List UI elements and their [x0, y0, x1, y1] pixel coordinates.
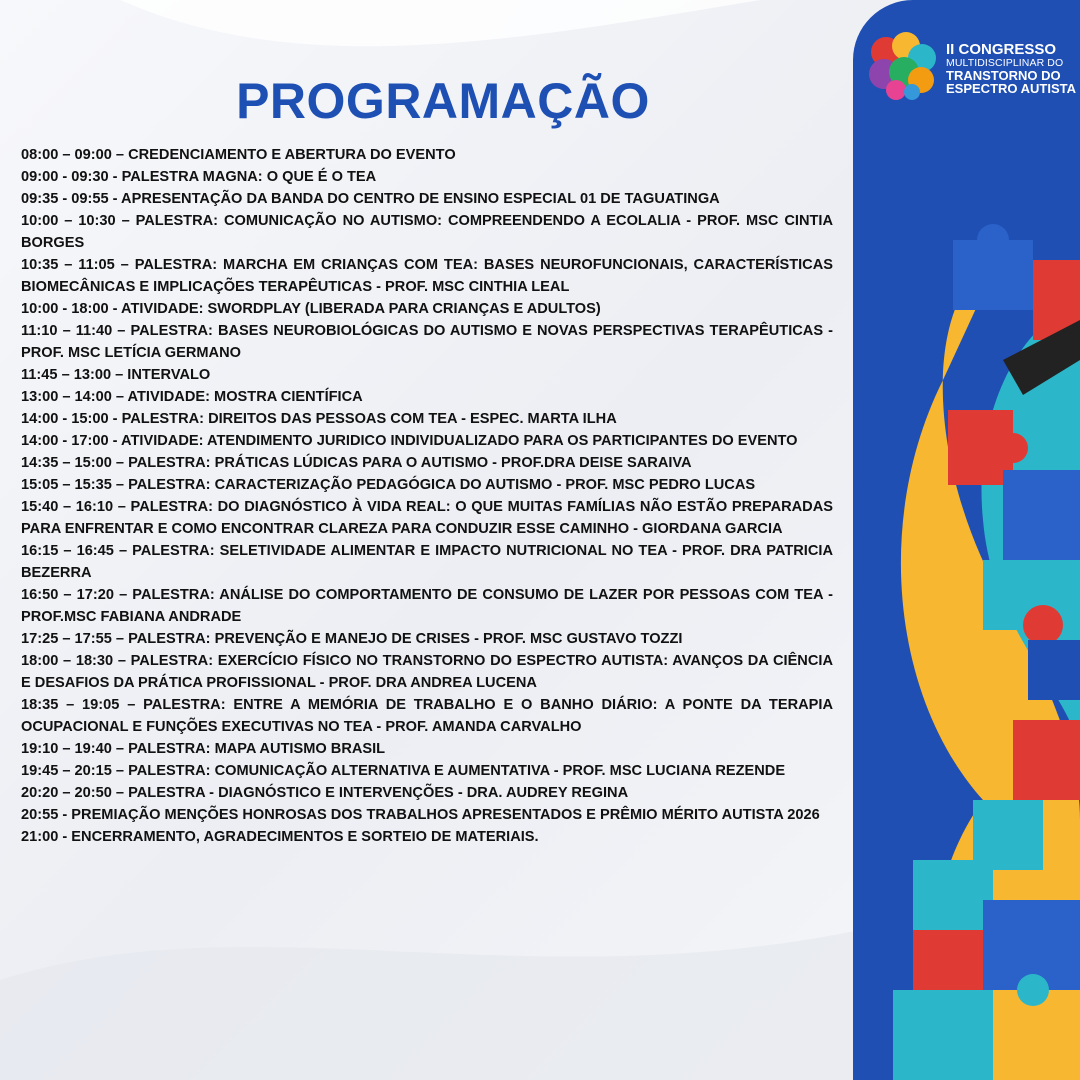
congress-logo — [866, 30, 1080, 110]
schedule-item: 16:50 – 17:20 – PALESTRA: ANÁLISE DO COMPORTAMENTO DE CONSUMO DE LAZER POR PESSOAS COM TEA - PROF.MSC FABIANA ANDRADE — [21, 587, 833, 625]
schedule-item: 15:40 – 16:10 – PALESTRA: DO DIAGNÓSTICO À VIDA REAL: O QUE MUITAS FAMÍLIAS NÃO ESTÃO PREPARADAS PARA ENFRENTAR E COMO ENCONTRAR CLAREZA PARA CONDUZIR ESSE CAMINHO - GIORDANA GARCIA — [21, 499, 833, 537]
schedule-item: 19:45 – 20:15 – PALESTRA: COMUNICAÇÃO ALTERNATIVA E AUMENTATIVA - PROF. MSC LUCIANA REZENDE — [21, 763, 786, 779]
schedule-item: 20:20 – 20:50 – PALESTRA - DIAGNÓSTICO E INTERVENÇÕES - DRA. AUDREY REGINA — [21, 785, 629, 801]
brain-puzzle-icon — [866, 30, 938, 102]
logo-title-line3: TRANSTORNO DO — [946, 67, 1061, 83]
schedule-item: 08:00 – 09:00 – CREDENCIAMENTO E ABERTURA DO EVENTO — [21, 147, 456, 163]
logo-title-line2: MULTIDISCIPLINAR DO — [946, 56, 1064, 69]
schedule-item: 15:05 – 15:35 – PALESTRA: CARACTERIZAÇÃO PEDAGÓGICA DO AUTISMO - PROF. MSC PEDRO LUCAS — [21, 477, 756, 493]
schedule-item: 10:00 – 10:30 – PALESTRA: COMUNICAÇÃO NO AUTISMO: COMPREENDENDO A ECOLALIA - PROF. MSC CINTIA BORGES — [21, 213, 833, 251]
schedule-item: 09:00 - 09:30 - PALESTRA MAGNA: O QUE É O TEA — [21, 169, 377, 185]
autism-ribbon-illustration — [853, 0, 1080, 1080]
logo-title-line1: II CONGRESSO — [946, 41, 1057, 58]
schedule-item: 19:10 – 19:40 – PALESTRA: MAPA AUTISMO BRASIL — [21, 741, 386, 757]
schedule-item: 09:35 - 09:55 - APRESENTAÇÃO DA BANDA DO CENTRO DE ENSINO ESPECIAL 01 DE TAGUATINGA — [21, 191, 720, 207]
schedule-item: 21:00 - ENCERRAMENTO, AGRADECIMENTOS E SORTEIO DE MATERIAIS. — [21, 829, 539, 845]
schedule-item: 14:00 - 17:00 - ATIVIDADE: ATENDIMENTO JURIDICO INDIVIDUALIZADO PARA OS PARTICIPANTES DO EVENTO — [21, 433, 798, 449]
schedule-item: 13:00 – 14:00 – ATIVIDADE: MOSTRA CIENTÍFICA — [21, 389, 363, 405]
logo-title-line4: ESPECTRO AUTISTA — [946, 81, 1077, 97]
schedule-item: 17:25 – 17:55 – PALESTRA: PREVENÇÃO E MANEJO DE CRISES - PROF. MSC GUSTAVO TOZZI — [21, 631, 683, 647]
schedule-item: 11:45 – 13:00 – INTERVALO — [21, 367, 211, 383]
schedule-item: 14:00 - 15:00 - PALESTRA: DIREITOS DAS PESSOAS COM TEA - ESPEC. MARTA ILHA — [21, 411, 617, 427]
schedule-item: 18:00 – 18:30 – PALESTRA: EXERCÍCIO FÍSICO NO TRANSTORNO DO ESPECTRO AUTISTA: AVANÇOS DA CIÊNCIA E DESAFIOS DA PRÁTICA PROFISSIONAL - PROF. DRA ANDREA LUCENA — [21, 653, 833, 691]
schedule-item: 10:00 - 18:00 - ATIVIDADE: SWORDPLAY (LIBERADA PARA CRIANÇAS E ADULTOS) — [21, 301, 601, 317]
schedule-item: 11:10 – 11:40 – PALESTRA: BASES NEUROBIOLÓGICAS DO AUTISMO E NOVAS PERSPECTIVAS TERAPÊUTICAS - PROF. MSC LETÍCIA GERMANO — [21, 323, 833, 361]
schedule-item: 14:35 – 15:00 – PALESTRA: PRÁTICAS LÚDICAS PARA O AUTISMO - PROF.DRA DEISE SARAIVA — [21, 455, 692, 471]
schedule-item: 16:15 – 16:45 – PALESTRA: SELETIVIDADE ALIMENTAR E IMPACTO NUTRICIONAL NO TEA - PROF. DRA PATRICIA BEZERRA — [21, 543, 833, 581]
page-title: PROGRAMAÇÃO — [236, 73, 650, 129]
schedule-item: 18:35 – 19:05 – PALESTRA: ENTRE A MEMÓRIA DE TRABALHO E O BANHO DIÁRIO: A PONTE DA TERAPIA OCUPACIONAL E FUNÇÕES EXECUTIVAS NO TEA - PROF. AMANDA CARVALHO — [21, 697, 833, 735]
schedule-list — [21, 144, 833, 848]
schedule-item: 20:55 - PREMIAÇÃO MENÇÕES HONROSAS DOS TRABALHOS APRESENTADOS E PRÊMIO MÉRITO AUTISTA 2026 — [21, 807, 820, 823]
side-panel — [853, 0, 1080, 1080]
schedule-item: 10:35 – 11:05 – PALESTRA: MARCHA EM CRIANÇAS COM TEA: BASES NEUROFUNCIONAIS, CARACTERÍSTICAS BIOMECÂNICAS E IMPLICAÇÕES TERAPÊUTICAS - PROF. MSC CINTHIA LEAL — [21, 257, 833, 295]
